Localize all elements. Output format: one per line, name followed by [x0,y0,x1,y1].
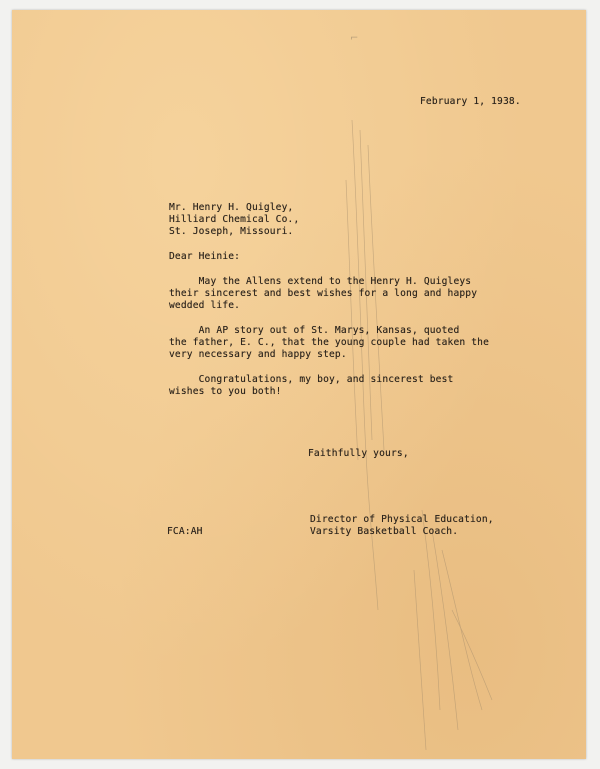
letter-paper [12,10,586,759]
paragraph-line: wishes to you both! [169,386,282,397]
salutation: Dear Heinie: [169,251,241,262]
recipient-line-1: Mr. Henry H. Quigley, [169,202,294,213]
recipient-line-2: Hilliard Chemical Co., [169,214,300,225]
recipient-line-3: St. Joseph, Missouri. [169,226,294,237]
paragraph-line: wedded life. [169,300,241,311]
paragraph-line: May the Allens extend to the Henry H. Quigleys [169,276,472,287]
paragraph-line: their sincerest and best wishes for a long and happy [169,288,478,299]
paragraph-line: the father, E. C., that the young couple had taken the [169,337,489,348]
paragraph-line: Congratulations, my boy, and sincerest best [169,374,454,385]
signature-title-line-1: Director of Physical Education, [310,514,494,525]
reference-initials: FCA:AH [167,526,203,537]
letter-date: February 1, 1938. [420,96,521,107]
paragraph-line: very necessary and happy step. [169,349,347,360]
signature-title-line-2: Varsity Basketball Coach. [310,526,459,537]
paragraph-line: An AP story out of St. Marys, Kansas, quoted [169,325,460,336]
pencil-tick-mark: ⌐ [350,33,359,44]
complimentary-closing: Faithfully yours, [308,448,409,459]
